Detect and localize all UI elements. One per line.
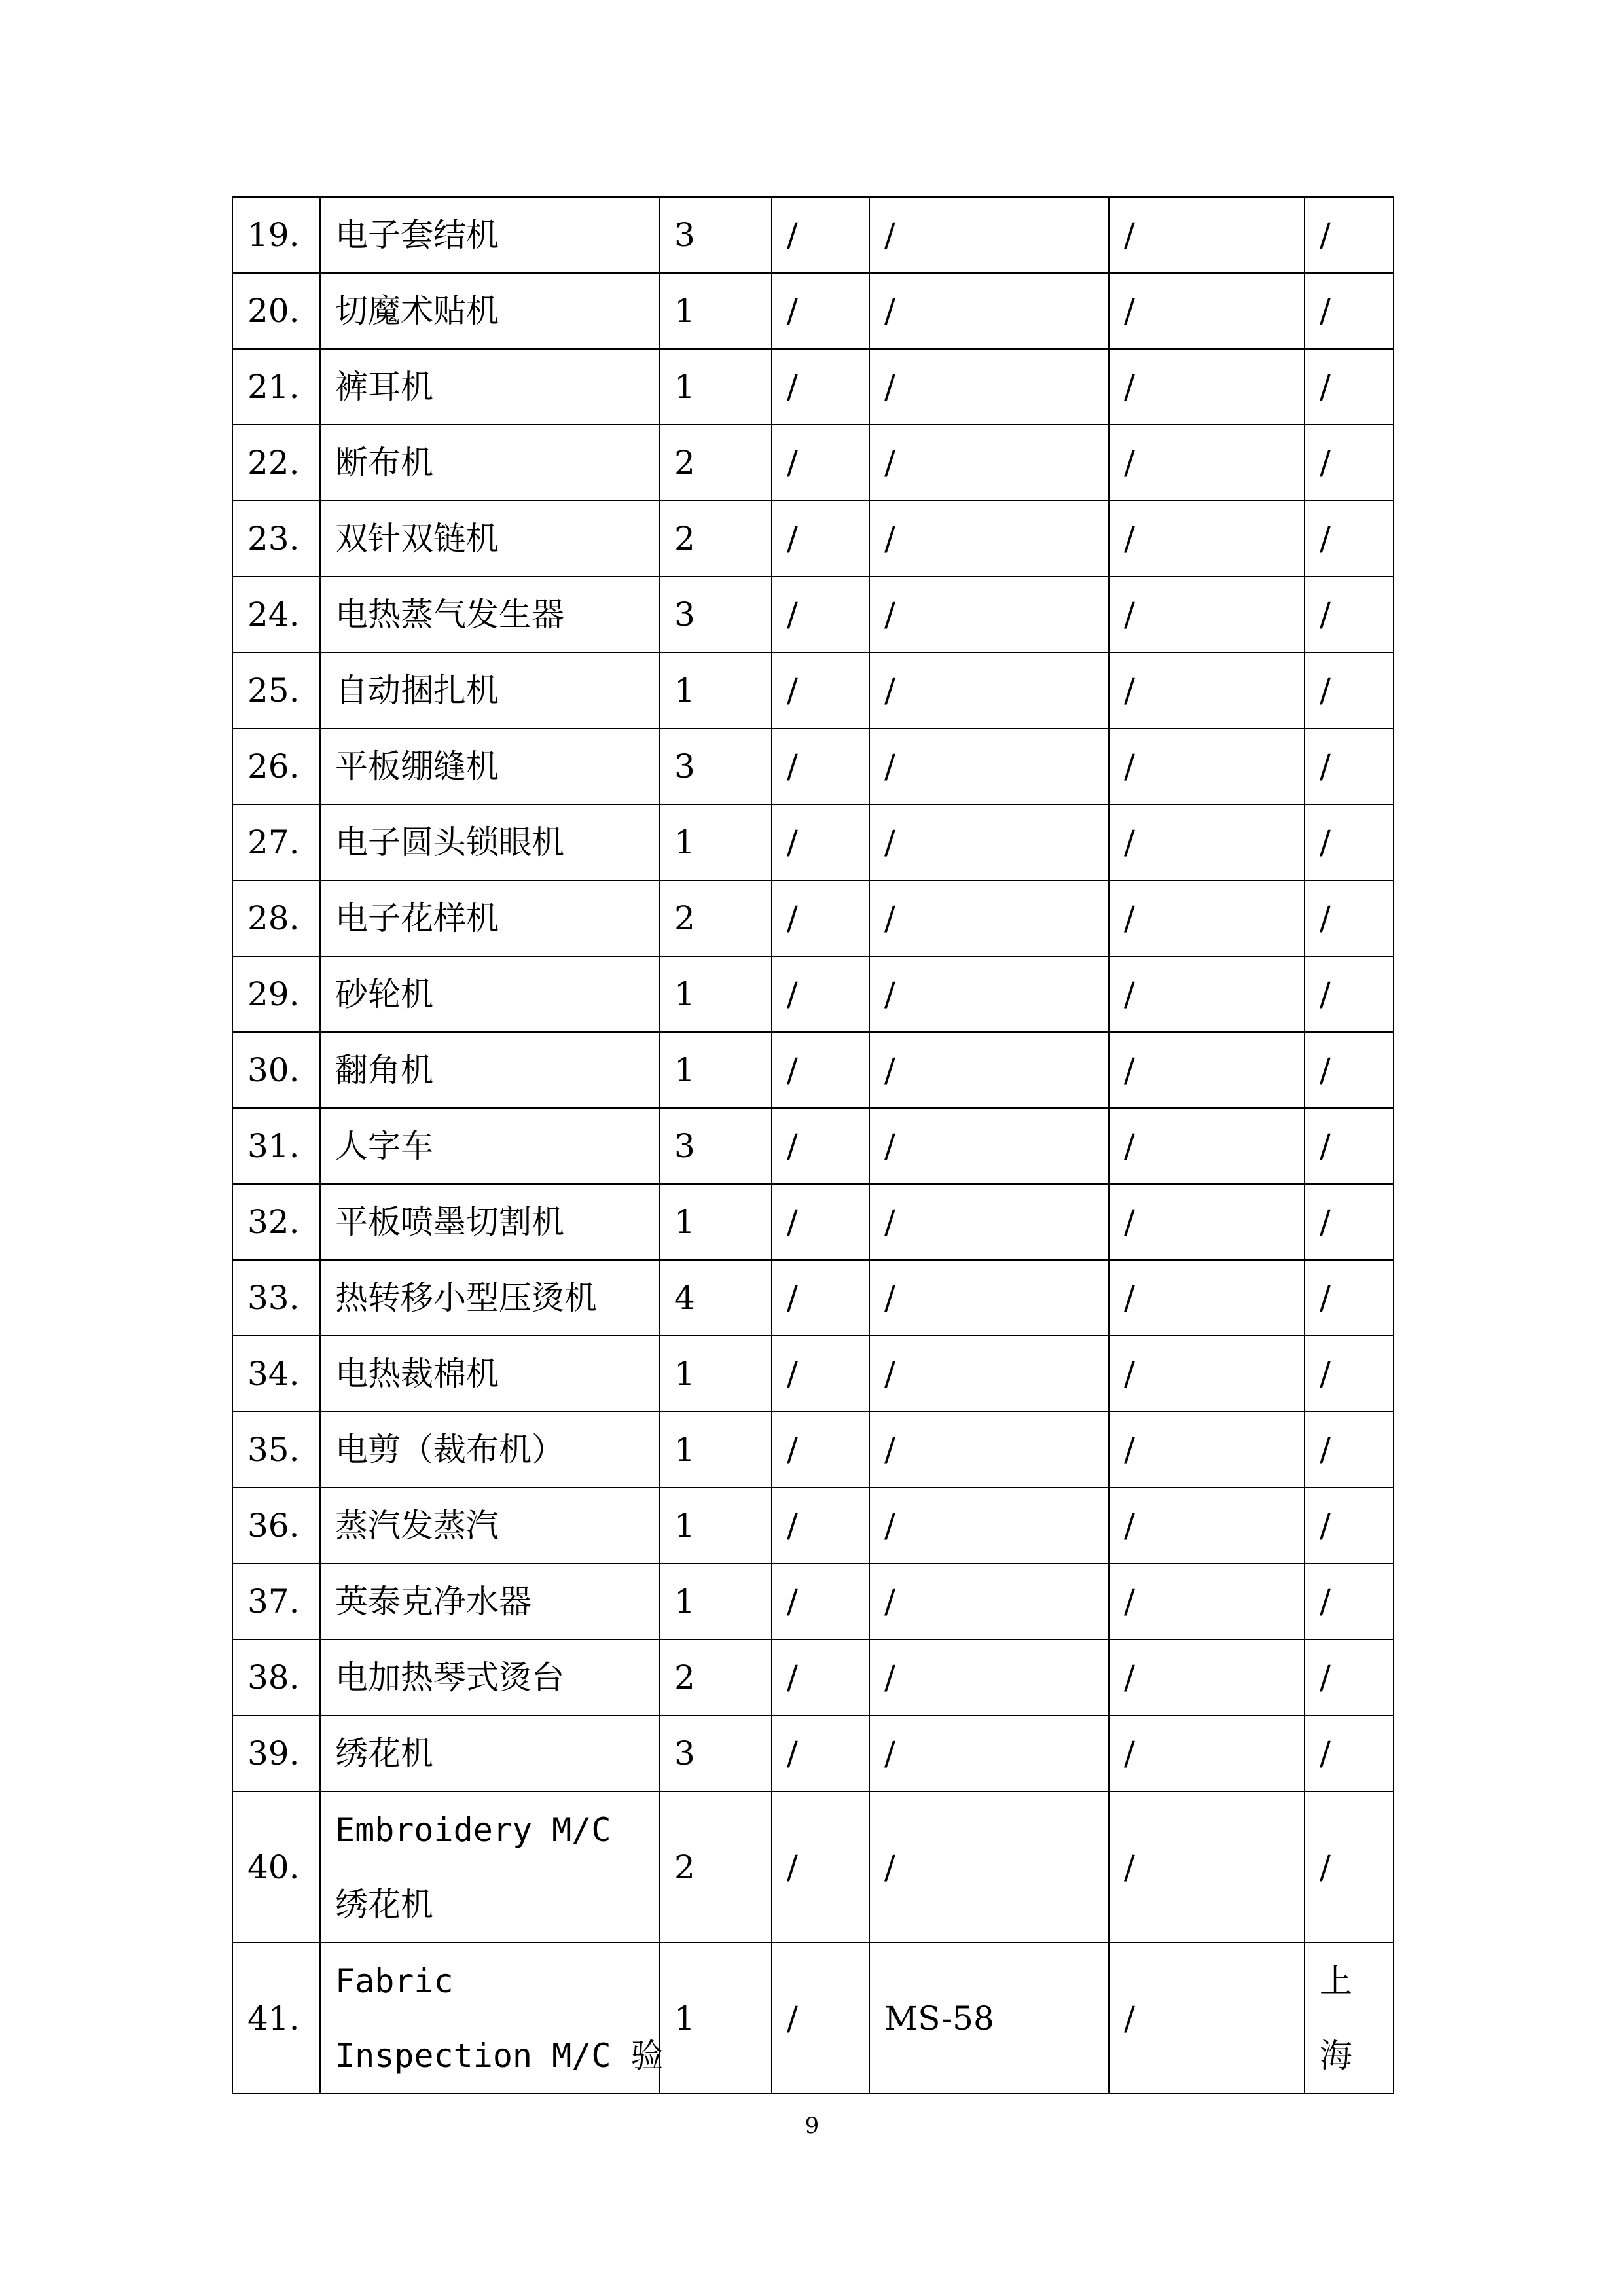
cell-col4: / — [772, 653, 869, 728]
cell-name: 砂轮机 — [320, 956, 659, 1032]
cell-qty: 1 — [659, 1564, 772, 1640]
table-row — [232, 728, 1394, 804]
cell-qty: 1 — [659, 1336, 772, 1412]
cell-qty: 1 — [659, 1943, 772, 2094]
cell-name — [320, 1791, 659, 1943]
table-row — [232, 653, 1394, 728]
cell-no: 25. — [232, 653, 320, 728]
cell-col7-line: 上 — [1320, 1962, 1352, 2000]
cell-col4: / — [772, 1488, 869, 1564]
cell-no: 22. — [232, 425, 320, 501]
cell-col7: / — [1305, 273, 1394, 349]
cell-col5: / — [869, 273, 1109, 349]
cell-name — [320, 1943, 664, 2094]
table-row — [232, 1488, 1394, 1564]
cell-qty: 1 — [659, 956, 772, 1032]
cell-name: 英泰克净水器 — [320, 1564, 659, 1640]
cell-col5: / — [869, 1640, 1109, 1715]
cell-no: 28. — [232, 880, 320, 956]
cell-name: 电剪（裁布机） — [320, 1412, 659, 1488]
cell-qty: 1 — [659, 1412, 772, 1488]
cell-col6: / — [1109, 1640, 1305, 1715]
cell-col6: / — [1109, 1336, 1305, 1412]
cell-col7: / — [1305, 728, 1394, 804]
cell-name: 切魔术贴机 — [320, 273, 659, 349]
cell-name: 蒸汽发蒸汽 — [320, 1488, 659, 1564]
cell-col5: / — [869, 1260, 1109, 1336]
cell-col6: / — [1109, 1108, 1305, 1184]
cell-col7: / — [1305, 653, 1394, 728]
cell-col6: / — [1109, 880, 1305, 956]
cell-name: 电热裁棉机 — [320, 1336, 659, 1412]
cell-col4: / — [772, 197, 869, 273]
cell-no: 27. — [232, 804, 320, 880]
cell-col4: / — [772, 1640, 869, 1715]
cell-name: 翻角机 — [320, 1032, 659, 1108]
cell-no: 19. — [232, 197, 320, 273]
cell-qty: 1 — [659, 349, 772, 425]
cell-name-line: 绣花机 — [335, 1885, 433, 1924]
cell-col4: / — [772, 1108, 869, 1184]
cell-qty: 3 — [659, 577, 772, 653]
table-row — [232, 880, 1394, 956]
cell-col7: / — [1305, 197, 1394, 273]
cell-col4: / — [772, 273, 869, 349]
cell-name: 平板喷墨切割机 — [320, 1184, 659, 1260]
cell-col7: / — [1305, 1564, 1394, 1640]
cell-no: 35. — [232, 1412, 320, 1488]
cell-col7: / — [1305, 577, 1394, 653]
cell-no: 26. — [232, 728, 320, 804]
cell-qty: 4 — [659, 1260, 772, 1336]
cell-no: 33. — [232, 1260, 320, 1336]
cell-col4: / — [772, 1336, 869, 1412]
cell-qty: 1 — [659, 1032, 772, 1108]
cell-col7: / — [1305, 425, 1394, 501]
cell-col7: / — [1305, 501, 1394, 577]
cell-qty: 1 — [659, 1184, 772, 1260]
cell-name: 热转移小型压烫机 — [320, 1260, 659, 1336]
table-row — [232, 273, 1394, 349]
cell-col6: / — [1109, 425, 1305, 501]
cell-col5: / — [869, 577, 1109, 653]
cell-col4: / — [772, 1412, 869, 1488]
cell-qty: 2 — [659, 1791, 772, 1943]
cell-no: 41. — [232, 1943, 320, 2094]
cell-no: 34. — [232, 1336, 320, 1412]
cell-col6: / — [1109, 728, 1305, 804]
cell-col6: / — [1109, 804, 1305, 880]
cell-col4: / — [772, 1943, 869, 2094]
equipment-table — [232, 196, 1394, 2094]
cell-qty: 3 — [659, 1715, 772, 1791]
table-row — [232, 1032, 1394, 1108]
cell-col4: / — [772, 1260, 869, 1336]
table-row — [232, 1260, 1394, 1336]
cell-col6: / — [1109, 273, 1305, 349]
cell-name-line: Inspection M/C 验 — [335, 2036, 664, 2075]
cell-col5: / — [869, 1488, 1109, 1564]
cell-col5: / — [869, 1564, 1109, 1640]
table-body — [232, 197, 1394, 2094]
cell-col7: / — [1305, 956, 1394, 1032]
table-row — [232, 425, 1394, 501]
cell-col5: / — [869, 1412, 1109, 1488]
cell-name: 电子套结机 — [320, 197, 659, 273]
table-row — [232, 1184, 1394, 1260]
table-row — [232, 197, 1394, 273]
cell-name: 断布机 — [320, 425, 659, 501]
cell-col7 — [1305, 1943, 1394, 2094]
cell-col4: / — [772, 804, 869, 880]
cell-col4: / — [772, 1791, 869, 1943]
table-row — [232, 1336, 1394, 1412]
cell-col6: / — [1109, 349, 1305, 425]
cell-col6: / — [1109, 1184, 1305, 1260]
cell-col5: / — [869, 728, 1109, 804]
cell-col4: / — [772, 1032, 869, 1108]
cell-col6: / — [1109, 577, 1305, 653]
cell-col4: / — [772, 349, 869, 425]
cell-no: 32. — [232, 1184, 320, 1260]
cell-col6: / — [1109, 653, 1305, 728]
cell-qty: 2 — [659, 501, 772, 577]
cell-col4: / — [772, 956, 869, 1032]
cell-col6: / — [1109, 956, 1305, 1032]
cell-col7: / — [1305, 1715, 1394, 1791]
cell-name-line: Fabric — [335, 1962, 454, 2000]
cell-col5: / — [869, 880, 1109, 956]
cell-no: 23. — [232, 501, 320, 577]
cell-col6: / — [1109, 1260, 1305, 1336]
cell-col6: / — [1109, 197, 1305, 273]
cell-qty: 3 — [659, 1108, 772, 1184]
cell-col4: / — [772, 1715, 869, 1791]
cell-qty: 1 — [659, 653, 772, 728]
cell-name: 双针双链机 — [320, 501, 659, 577]
cell-col5: / — [869, 349, 1109, 425]
cell-name: 平板绷缝机 — [320, 728, 659, 804]
cell-no: 37. — [232, 1564, 320, 1640]
cell-col7: / — [1305, 804, 1394, 880]
cell-col5: / — [869, 425, 1109, 501]
cell-col4: / — [772, 880, 869, 956]
cell-col4: / — [772, 728, 869, 804]
table-row — [232, 1791, 1394, 1943]
cell-no: 21. — [232, 349, 320, 425]
cell-col6: / — [1109, 1564, 1305, 1640]
table-row — [232, 1564, 1394, 1640]
cell-col7: / — [1305, 1184, 1394, 1260]
cell-name: 电子花样机 — [320, 880, 659, 956]
table-row — [232, 804, 1394, 880]
cell-col4: / — [772, 577, 869, 653]
cell-no: 36. — [232, 1488, 320, 1564]
cell-qty: 2 — [659, 880, 772, 956]
cell-col5: / — [869, 1184, 1109, 1260]
cell-col7: / — [1305, 1260, 1394, 1336]
cell-col5: / — [869, 1336, 1109, 1412]
cell-col5: / — [869, 501, 1109, 577]
cell-col6: / — [1109, 1488, 1305, 1564]
cell-qty: 2 — [659, 1640, 772, 1715]
cell-col4: / — [772, 1184, 869, 1260]
cell-name: 人字车 — [320, 1108, 659, 1184]
page-number: 9 — [804, 2113, 820, 2139]
cell-col7: / — [1305, 1640, 1394, 1715]
table-row — [232, 577, 1394, 653]
cell-col7: / — [1305, 1412, 1394, 1488]
cell-no: 24. — [232, 577, 320, 653]
cell-no: 38. — [232, 1640, 320, 1715]
table-row — [232, 349, 1394, 425]
cell-col5: / — [869, 1032, 1109, 1108]
table-row — [232, 956, 1394, 1032]
cell-col5: / — [869, 1108, 1109, 1184]
table-row — [232, 501, 1394, 577]
table-row — [232, 1412, 1394, 1488]
cell-qty: 1 — [659, 804, 772, 880]
cell-col7: / — [1305, 1336, 1394, 1412]
cell-col5: / — [869, 1791, 1109, 1943]
table-row — [232, 1715, 1394, 1791]
cell-no: 39. — [232, 1715, 320, 1791]
cell-col5: / — [869, 804, 1109, 880]
cell-qty: 1 — [659, 1488, 772, 1564]
cell-col6: / — [1109, 1032, 1305, 1108]
cell-col5: / — [869, 956, 1109, 1032]
cell-col4: / — [772, 1564, 869, 1640]
cell-no: 29. — [232, 956, 320, 1032]
cell-name: 电子圆头锁眼机 — [320, 804, 659, 880]
cell-qty: 3 — [659, 197, 772, 273]
table-row — [232, 1640, 1394, 1715]
cell-qty: 1 — [659, 273, 772, 349]
cell-name: 自动捆扎机 — [320, 653, 659, 728]
cell-no: 30. — [232, 1032, 320, 1108]
cell-col7: / — [1305, 880, 1394, 956]
cell-name: 电加热琴式烫台 — [320, 1640, 659, 1715]
cell-col6: / — [1109, 1943, 1305, 2094]
cell-name: 电热蒸气发生器 — [320, 577, 659, 653]
cell-qty: 2 — [659, 425, 772, 501]
cell-no: 40. — [232, 1791, 320, 1943]
cell-col7: / — [1305, 349, 1394, 425]
cell-col6: / — [1109, 1412, 1305, 1488]
cell-name: 绣花机 — [320, 1715, 659, 1791]
cell-qty: 3 — [659, 728, 772, 804]
cell-col4: / — [772, 501, 869, 577]
cell-col5: / — [869, 197, 1109, 273]
cell-col5: MS-58 — [869, 1943, 1109, 2094]
cell-col7: / — [1305, 1488, 1394, 1564]
cell-col5: / — [869, 653, 1109, 728]
table-row — [232, 1943, 1394, 2094]
cell-col6: / — [1109, 501, 1305, 577]
cell-col7-line: 海 — [1320, 2036, 1352, 2075]
cell-name-line: Embroidery M/C — [335, 1810, 611, 1849]
cell-col7: / — [1305, 1032, 1394, 1108]
cell-col5: / — [869, 1715, 1109, 1791]
cell-col7: / — [1305, 1791, 1394, 1943]
cell-no: 31. — [232, 1108, 320, 1184]
cell-col7: / — [1305, 1108, 1394, 1184]
cell-col6: / — [1109, 1791, 1305, 1943]
cell-col4: / — [772, 425, 869, 501]
table-row — [232, 1108, 1394, 1184]
cell-no: 20. — [232, 273, 320, 349]
cell-col6: / — [1109, 1715, 1305, 1791]
cell-name: 裤耳机 — [320, 349, 659, 425]
